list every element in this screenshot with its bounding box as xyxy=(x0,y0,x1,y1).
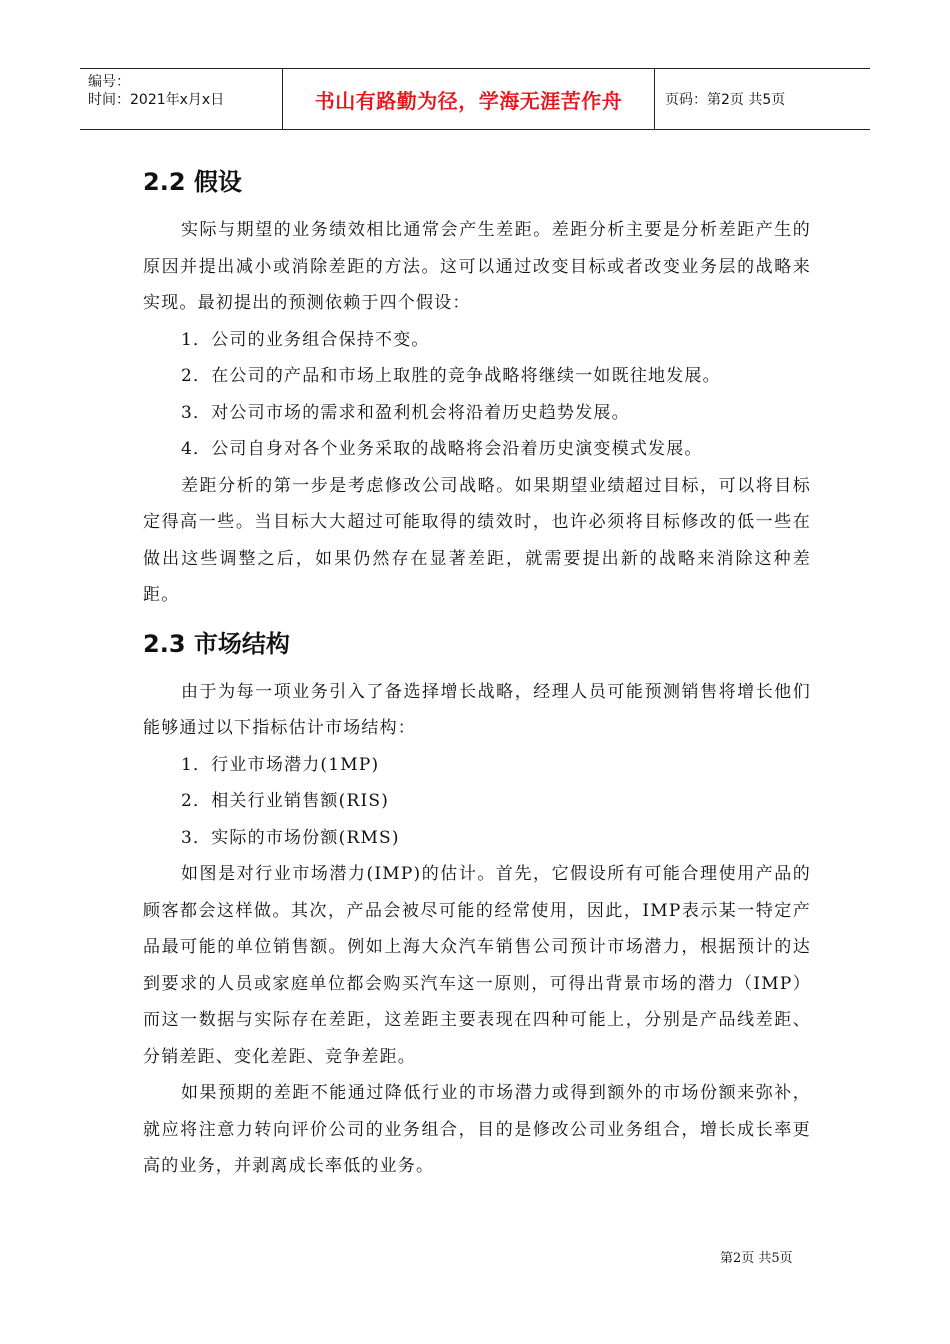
list-item: 2．在公司的产品和市场上取胜的竞争战略将继续一如既往地发展。 xyxy=(181,366,721,386)
document-date-label: 时间：2021年x月x日 xyxy=(88,92,225,108)
page-header xyxy=(80,68,870,130)
list-item: 4．公司自身对各个业务采取的战略将会沿着历史演变模式发展。 xyxy=(181,439,703,459)
header-meta xyxy=(80,69,282,129)
list-item: 1．公司的业务组合保持不变。 xyxy=(181,329,430,350)
section-heading-market-structure: 2.3 市场结构 xyxy=(143,629,290,658)
list-item: 1．行业市场潜力(1MP) xyxy=(181,754,380,775)
list-item: 3．对公司市场的需求和盈利机会将沿着历史趋势发展。 xyxy=(181,402,630,423)
section-heading-assumptions: 2.2 假设 xyxy=(143,168,242,196)
document-number-label: 编号： xyxy=(88,74,130,90)
paragraph: 由于为每一项业务引入了备选择增长战略，经理人员可能预测销售将增长他们能够通过以下指标估计市场结构： xyxy=(143,681,811,738)
list-item: 2．相关行业销售额(RIS) xyxy=(181,791,390,811)
paragraph: 如图是对行业市场潜力(IMP)的估计。首先，它假设所有可能合理使用产品的顾客都会这样做。其次，产品会被尽可能的经常使用，因此，IMP表示某一特定产品最可能的单位销售额。例如上海大众汽车销售公司预计市场潜力，根据预计的达到要求的人员或家庭单位都会购买汽车这一原则，可得出背景市场的潜力（IMP）而这一数据与实际存在差距，这差距主要表现在四种可能上，分别是产品线差距、分销差距、变化差距、竞争差距。 xyxy=(143,864,811,1067)
paragraph: 如果预期的差距不能通过降低行业的市场潜力或得到额外的市场份额来弥补，就应将注意力转向评价公司的业务组合，目的是修改公司业务组合，增长成长率更高的业务，并剥离成长率低的业务。 xyxy=(143,1083,811,1176)
paragraph: 实际与期望的业务绩效相比通常会产生差距。差距分析主要是分析差距产生的原因并提出减小或消除差距的方法。这可以通过改变目标或者改变业务层的战略来实现。最初提出的预测依赖于四个假设： xyxy=(143,220,811,313)
header-page-number: 页码：第2页 共5页 xyxy=(665,92,786,108)
paragraph: 差距分析的第一步是考虑修改公司战略。如果期望业绩超过目标，可以将目标定得高一些。当目标大大超过可能取得的绩效时，也许必须将目标修改的低一些在做出这些调整之后，如果仍然存在显著差距，就需要提出新的战略来消除这种差距。 xyxy=(143,475,811,605)
page-footer: 第2页 共5页 xyxy=(720,1251,793,1266)
header-motto: 书山有路勤为径，学海无涯苦作舟 xyxy=(282,69,655,129)
list-item: 3．实际的市场份额(RMS) xyxy=(181,827,400,848)
document-body xyxy=(143,160,811,1185)
